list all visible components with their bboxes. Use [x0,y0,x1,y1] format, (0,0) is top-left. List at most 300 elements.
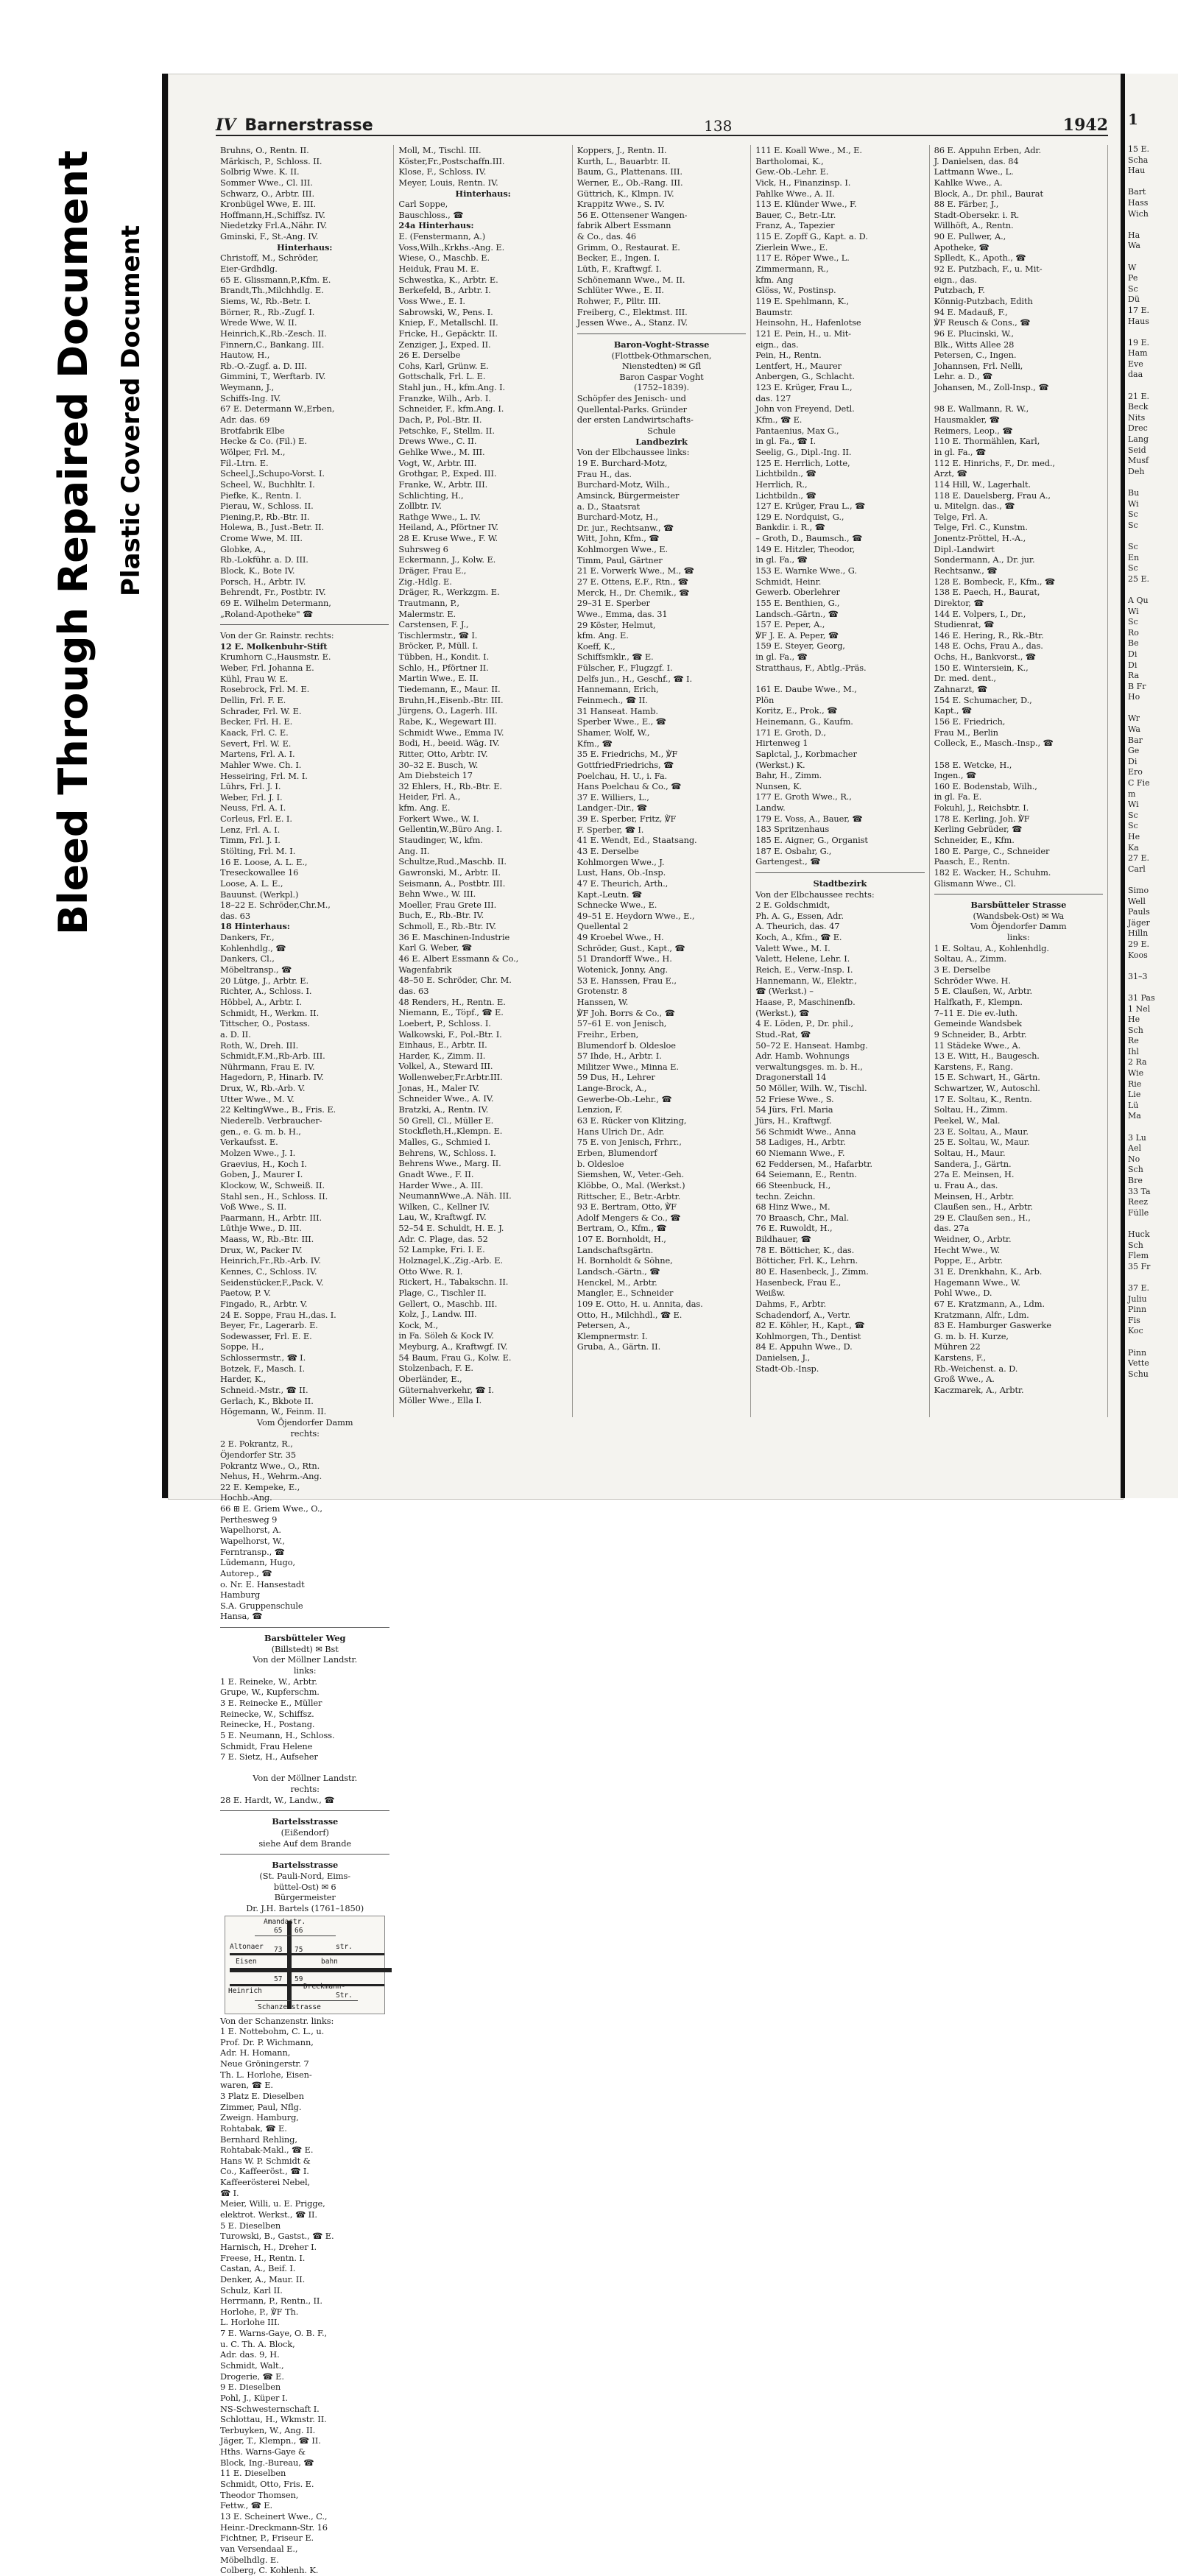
directory-entry: Einhaus, E., Arbtr. II. [398,1040,487,1051]
directory-entry: Kahlke Wwe., A. [934,177,1003,188]
directory-entry: Walkowski, F., Pol.-Btr. I. [398,1028,502,1040]
directory-entry: 146 E. Hering, R., Rk.-Btr. [934,629,1044,641]
directory-entry: Heinr.-Dreckmann-Str. 16 [220,2522,328,2533]
map-line [230,1953,384,1955]
directory-entry: in Fa. Söleh & Kock IV. [398,1330,494,1341]
directory-entry: Gruba, A., Gärtn. II. [576,1341,661,1352]
directory-entry: Feinmech., ☎ II. [576,695,648,706]
directory-entry: 121 E. Pein, H., u. Mit- [755,328,851,339]
directory-entry: Kniep, F., Metallschl. II. [398,317,498,328]
directory-entry: verwaltungsges. m. b. H., [755,1061,863,1072]
directory-entry: Karstens, F., Rang. [934,1061,1013,1072]
adjacent-entry-fragment: Musf [1128,456,1149,466]
directory-entry: 78 E. Bötticher, K., das. [755,1244,855,1255]
directory-entry: Johannsen, Frl. Nelli, [934,360,1023,371]
map-label-num-d: 75 [294,1945,303,1954]
directory-entry: Stockfleth,H.,Klempn. E. [398,1126,503,1137]
directory-entry: Arzt, ☎ [934,468,967,479]
directory-entry: 28 E. Hardt, W., Landw., ☎ [220,1794,335,1805]
directory-entry: Zweign. Hamburg, [220,2112,299,2123]
page-header [216,111,1108,136]
adjacent-entry-fragment: Drec [1128,423,1148,434]
adjacent-entry-fragment: Ihl [1128,1046,1139,1056]
directory-entry: Claußen sen., H., Arbtr. [934,1201,1033,1213]
directory-entry: Kapt., ☎ [934,705,973,716]
directory-entry: Vogt, W., Arbtr. III. [398,457,477,468]
directory-entry: Block, Ing.-Bureau, ☎ [220,2457,314,2468]
adjacent-entry-fragment [1128,1218,1178,1229]
directory-entry: Von der Möllner Landstr. [253,1654,358,1665]
directory-entry: Fokuhl, J., Reichsbtr. I. [934,802,1029,814]
directory-entry: Studienrat, ☎ [934,619,995,630]
map-label-bottom-left: Heinrich [228,1986,262,1995]
directory-entry: 27 E. Ottens, E.F., Rtn., ☎ [576,576,688,587]
directory-entry: Block, A., Dr. phil., Baurat [934,188,1043,199]
map-label-num-c: 73 [274,1945,283,1954]
directory-entry: Lau, W., Kraftwgf. IV. [398,1212,487,1223]
directory-entry: Maass, W., Rb.-Btr. III. [220,1234,314,1245]
directory-entry: Trautmann, P., [398,597,459,608]
directory-entry: Pokrantz Wwe., O., Rtn. [220,1460,320,1471]
directory-entry: Klose, F., Schloss. IV. [398,166,487,177]
adjacent-entry-fragment [1128,381,1178,392]
directory-entry: Stadt-Obersekr. i. R. [934,209,1020,220]
directory-entry: Quellental 2 [576,921,629,932]
directory-entry: Gimmini, T., Werftarb. IV. [220,371,326,382]
directory-entry: Klockow, W., Schweiß. II. [220,1179,325,1190]
directory-entry: Pein, H., Rentn. [755,350,822,361]
directory-entry: Hautow, H., [220,350,270,361]
adjacent-entry-fragment: Hass [1128,197,1149,208]
adjacent-entry-fragment: Ero [1128,767,1143,777]
directory-entry: Buch, E., Rb.-Btr. IV. [398,910,484,921]
directory-entry: Weber, Frl. Johanna E. [220,663,314,674]
adjacent-entry-fragment: Lü [1128,1100,1139,1110]
directory-column-5 [930,145,1108,1417]
directory-entry: Schröder, Gust., Kapt., ☎ [576,942,685,953]
directory-entry: Bauschloss., ☎ [398,209,464,220]
directory-entry: Kurth, L., Bauarbtr. II. [576,155,671,166]
directory-entry: Zimmer, Paul, Nflg. [220,2101,302,2112]
directory-entry: 107 E. Bornholdt, H., [576,1234,666,1245]
directory-entry: ☎ I. [220,2187,239,2198]
directory-entry: 9 Schneider, B., Arbtr. [934,1028,1027,1040]
directory-entry: u. Mitelgn. das., ☎ [934,501,1015,512]
directory-entry: Dr. J.H. Bartels (1761–1850) [246,1902,364,1913]
directory-entry: Lentfert, H., Maurer [755,360,842,371]
directory-entry: Carl Soppe, [398,199,448,210]
directory-entry: 36 E. Maschinen-Industrie [398,931,510,942]
directory-entry: 29 Köster, Helmut, [576,619,656,630]
map-label-left-mid: Altonaer [230,1942,264,1951]
directory-entry: Heiland, A., Pförtner IV. [398,522,498,533]
adjacent-entry-fragment: Lie [1128,1090,1141,1100]
directory-entry: 119 E. Spehlmann, K., [755,295,850,306]
directory-entry: Franke, W., Arbtr. III. [398,479,488,490]
directory-entry: Gellentin,W.,Büro Ang. I. [398,824,503,835]
directory-entry: Meinsen, H., Arbtr. [934,1190,1015,1201]
directory-entry: (Wandsbek-Ost) ✉ Wa [973,910,1065,921]
directory-entry: GottfriedFriedrichs, ☎ [576,759,674,770]
directory-entry: 16 E. Loose, A. L. E., [220,856,308,867]
directory-entry: kfm. Ang [755,274,794,285]
directory-entry: Ph. A. G., Essen, Adr. [755,910,844,921]
directory-entry: E. (Fenstermann, A.) [398,231,486,242]
directory-entry: A. Theurich, das. 47 [755,921,840,932]
adjacent-entry-fragment [1128,252,1178,263]
directory-entry: Von der Elbchaussee rechts: [755,889,875,900]
directory-entry: Cohs, Karl, Grünw. E. [398,360,489,371]
directory-entry: 158 E. Wetcke, H., [934,759,1012,770]
directory-entry: Petersen, C., Ingen. [934,350,1017,361]
directory-entry: Severt, Frl. W. E. [220,738,292,749]
directory-entry: 1 E. Nottebohm, C. L., u. [220,2026,325,2037]
directory-entry: Baum, G., Plattenans. III. [576,166,683,177]
directory-entry: das. 63 [398,985,429,996]
directory-entry: Drews Wwe., C. II. [398,436,477,447]
directory-entry: 98 E. Wallmann, R. W., [934,403,1029,414]
directory-entry: Högemann, W., Feinm. II. [220,1406,327,1417]
directory-entry: 3 Platz E. Dieselben [220,2090,304,2101]
directory-entry: 25 E. Soltau, W., Maur. [934,1137,1030,1148]
directory-entry: 80 E. Hasenbeck, J., Zimm. [755,1266,869,1277]
map-label-bottom-right2: Str. [336,1991,353,2000]
directory-entry: 50–72 E. Hanseat. Hambg. [755,1040,868,1051]
directory-entry: Beyer, Fr., Lagerarb. E. [220,1320,318,1331]
directory-entry: Gewerb. Oberlehrer [755,587,840,598]
directory-entry: Grimm, O., Restaurat. E. [576,241,680,253]
directory-entry: Öjendorfer Str. 35 [220,1449,297,1460]
adjacent-entry-fragment: Di [1128,660,1138,670]
directory-entry: Jonentz-Pröttel, H.-A., [934,533,1026,544]
directory-entry: 154 E. Schumacher, D., [934,694,1032,705]
adjacent-entry-fragment: Beck [1128,402,1149,412]
directory-entry: Nührmann, Frau E. IV. [220,1061,315,1072]
directory-entry: (1752–1839). [634,382,689,393]
directory-entry: Mahler Wwe. Ch. I. [220,759,302,770]
directory-entry: Grupe, W., Kupferschm. [220,1687,320,1698]
directory-entry: 48–50 E. Schröder, Chr. M. [398,975,512,986]
directory-entry: 117 E. Röper Wwe., L. [755,253,850,264]
adjacent-entry-fragment: Bre [1128,1176,1143,1185]
directory-column-3 [573,145,751,1417]
directory-entry: Sodewasser, Frl. E. E. [220,1330,312,1341]
directory-entry: 182 E. Wacker, H., Schuhm. [934,867,1051,878]
directory-entry: Lattmann Wwe., L. [934,166,1014,177]
directory-entry: Oberländer, E., [398,1374,462,1385]
directory-entry: Landsch.-Gärtn., ☎ [755,608,839,619]
directory-entry: – Groth, D., Baumsch., ☎ [755,533,863,544]
directory-entry: Martens, Frl. A. I. [220,749,295,760]
directory-entry: Adr. das. 69 [220,414,270,426]
directory-entry: Scheel,J.,Schupo-Vorst. I. [220,468,325,479]
directory-entry: Gminski, F., St.-Ang. IV. [220,231,319,242]
directory-entry: Hoffmann,H.,Schiffsz. IV. [220,209,325,220]
directory-entry: Henckel, M., Arbtr. [576,1277,657,1288]
adjacent-entry-fragment: Pe [1128,273,1138,283]
directory-entry: 56 Schmidt Wwe., Anna [755,1126,856,1137]
directory-entry: Schlossermstr., ☎ I. [220,1352,306,1363]
directory-entry: Direktor, ☎ [934,597,984,608]
street-location-map [225,1916,385,2014]
directory-entry: Theodor Thomsen, [220,2489,299,2500]
directory-entry: Schwarz, O., Arbtr. III. [220,188,314,199]
directory-entry: ℣F Reusch & Cons., ☎ [934,317,1031,328]
directory-entry: Stud.-Rat, ☎ [755,1028,811,1040]
directory-entry: Herrlich, R., [755,479,808,490]
directory-entry: Zimmermann, R., [755,264,829,275]
directory-entry: J. Danielsen, das. 84 [934,155,1019,166]
directory-entry: 66 ⊞ E. Griem Wwe., O., [220,1503,322,1514]
directory-entry: 49 Kroebel Wwe., H. [576,932,664,943]
adjacent-entry-fragment: Hau [1128,166,1146,176]
directory-entry: waren, ☎ E. [220,2080,273,2091]
directory-entry: Mühren 22 [934,1341,981,1352]
directory-entry: Dr. jur., Rechtsanw., ☎ [576,522,674,533]
directory-entry: 18 Hinterhaus: [220,921,290,932]
directory-entry: 187 E. Osbahr, G., [755,845,832,856]
adjacent-entry-fragment [1128,1272,1178,1283]
directory-page [168,74,1124,2576]
directory-entry: Klöbbe, O., Mal. (Werkst.) [576,1179,685,1190]
directory-entry: (St. Pauli-Nord, Eims- [259,1870,350,1881]
directory-entry: H. Bornholdt & Söhne, [576,1255,673,1266]
directory-entry: Lichtbildn., ☎ [755,468,817,479]
directory-entry: Dahms, F., Arbtr. [755,1298,826,1309]
directory-entry: Rosebrock, Frl. M. E. [220,684,310,695]
directory-entry: das. 27a [934,1223,970,1234]
directory-entry: Voss,Wilh.,Krkhs.-Ang. E. [398,241,505,253]
directory-entry: Koppers, J., Rentn. II. [576,145,667,155]
adjacent-entry-fragment: Di [1128,756,1138,766]
directory-entry: Klempnermstr. I. [576,1330,648,1341]
directory-entry: 67 E. Determann W.,Erben, [220,403,335,414]
adjacent-entry-fragment: Dü [1128,294,1140,305]
directory-entry: fabrik Albert Essmann [576,220,671,231]
directory-entry: Stahl sen., H., Schloss. II. [220,1190,328,1201]
directory-entry: Bruhns, O., Rentn. II. [220,145,309,155]
adjacent-entry-fragment: Schu [1128,1369,1149,1379]
directory-column-1 [216,145,394,1417]
street-section-heading: Barsbütteler Weg [264,1633,346,1644]
directory-entry: Seidenstücker,F.,Pack. V. [220,1277,324,1288]
directory-entry: eign., das. [755,339,799,350]
adjacent-entry-fragment: 15 E. [1128,144,1150,154]
directory-entry: Karl G. Weber, ☎ [398,942,472,953]
directory-entry: 153 E. Warnke Wwe., G. [755,565,857,576]
map-line [255,2000,358,2001]
directory-entry: 62 Feddersen, M., Hafarbtr. [755,1158,872,1169]
directory-entry: Solbrig Wwe. K. II. [220,166,300,177]
directory-entry: Horlohe, P., ℣F Th. [220,2306,299,2317]
directory-entry: 7 E. Sietz, H., Aufseher [220,1751,318,1762]
directory-entry: 115 E. Zopff G., Kapt. a. D. [755,231,868,242]
map-label-num-f: 59 [294,1975,303,1983]
directory-entry: Seismann, A., Postbtr. III. [398,878,506,889]
directory-entry: 43 E. Derselbe [576,846,639,856]
adjacent-entry-fragment: Pinn [1128,1305,1147,1315]
section-divider [220,1622,389,1628]
adjacent-entry-fragment: Sc [1128,810,1138,820]
directory-entry: ℣F J. E. A. Peper, ☎ [755,629,839,641]
directory-entry: 82 E. Köhler, H., Kapt., ☎ [755,1320,865,1331]
page-number: 138 [704,117,733,135]
directory-entry: 56 E. Ottensener Wangen- [576,209,688,220]
directory-entry: Hans Ulrich Dr., Adr. [576,1126,665,1137]
directory-entry: NeumannWwe.,A. Näh. III. [398,1190,512,1201]
directory-entry: Wagenfabrik [398,964,452,975]
directory-entry: Piening,P., Rb.-Btr. II. [220,511,310,522]
directory-entry: Von der Elbchaussee links: [576,447,690,458]
directory-entry: Tischlermstr., ☎ I. [398,629,478,641]
directory-entry: Behrens Wwe., Marg. II. [398,1158,501,1169]
directory-entry: Könnig-Putzbach, Edith [934,295,1033,306]
directory-entry: ☎ (Werkst.) – [755,986,814,997]
adjacent-entry-fragment: Sch [1128,1025,1143,1035]
adjacent-entry-fragment: Scha [1128,155,1149,165]
directory-entry: Köster,Fr.,Postschaffn.III. [398,155,505,166]
directory-entry: Schmidt, Heinr. [755,576,822,587]
directory-entry: Schneid.-Mstr., ☎ II. [220,1385,308,1396]
adjacent-entry-fragment: No [1128,1154,1140,1164]
directory-entry: Behrendt, Fr., Postbtr. IV. [220,587,326,598]
directory-entry: Fettw., ☎ E. [220,2500,272,2511]
directory-entry: Dankers, Cl., [220,953,275,964]
directory-entry: 5 E. Claußen, W., Arbtr. [934,986,1032,997]
directory-entry: Gnadt Wwe., F. II. [398,1168,474,1179]
map-label-bottom: Schanzenstrasse [258,2002,321,2011]
directory-entry: Goben, J., Maurer I. [220,1169,303,1180]
directory-entry: a. D. II. [220,1028,251,1040]
adjacent-entry-fragment: Wi [1128,498,1139,509]
directory-entry: Dellin, Frl. F. E. [220,695,286,706]
adjacent-entry-fragment: Wa [1128,241,1140,251]
directory-entry: Schlo, H., Pförtner II. [398,662,489,673]
directory-entry: Delfs jun., H., Geschf., ☎ I. [576,673,692,684]
directory-entry: Wölper, Frl. M., [220,446,286,457]
adjacent-entry-fragment: Sc [1128,541,1138,551]
directory-entry: 46 E. Albert Essmann & Co., [398,953,519,964]
adjacent-entry-fragment [1128,477,1178,488]
directory-entry: Gawronski, M., Arbtr. II. [398,867,501,878]
directory-entry: 29–31 E. Sperber [576,598,650,609]
directory-entry: 83 E. Hamburger Gaswerke [934,1320,1051,1331]
directory-entry: „Roland-Apotheke" ☎ [220,608,314,619]
directory-entry: rechts: [290,1428,320,1439]
directory-entry: Corleus, Frl. E. I. [220,814,292,825]
directory-entry: elektrot. Werkst., ☎ II. [220,2209,317,2220]
directory-entry: 144 E. Volpers, I., Dr., [934,608,1026,619]
directory-entry: Schmidt,F.M.,Rb-Arb. III. [220,1051,325,1062]
adjacent-entry-fragment [1128,219,1178,230]
street-section-heading: Landbezirk [635,436,688,447]
adjacent-entry-fragment: Bar [1128,735,1143,745]
adjacent-entry-fragment: Eve [1128,359,1143,369]
directory-entry: Autorep., ☎ [220,1567,272,1578]
directory-entry: Wollenweber,Fr.Arbtr.III. [398,1072,503,1083]
directory-entry: 69 E. Wilhelm Determann, [220,597,331,608]
directory-entry: Kohlmorgen Wwe., E. [576,544,669,555]
directory-entry: Tübben, H., Kondit. I. [398,652,490,663]
adjacent-entry-fragment: Juliu [1128,1294,1147,1304]
directory-entry: F. Sperber, ☎ I. [576,824,644,835]
directory-entry: 138 E. Paech, H., Baurat, [934,587,1040,598]
directory-entry: Meyer, Louis, Rentn. IV. [398,177,498,188]
directory-entry: John von Freyend, Detl. [755,403,855,414]
directory-entry: Hans W. P. Schmidt & [220,2155,311,2166]
adjacent-entry-fragment: Ra [1128,671,1140,681]
adjacent-entry-fragment: Vette [1128,1358,1149,1369]
directory-entry: Adr. C. Plage, das. 52 [398,1233,488,1244]
adjacent-entry-fragment: Pinn [1128,1347,1147,1358]
directory-entry: Heiduk, Frau M. E. [398,264,479,275]
directory-entry: Saplctal, J., Korbmacher [755,748,857,759]
directory-entry: 128 E. Bombeck, F., Kfm., ☎ [934,576,1055,587]
directory-entry: Koch, A., Kfm., ☎ E. [755,932,842,943]
directory-entry: Valett, Helene, Lehr. I. [755,953,850,964]
directory-entry: 185 E. Aigner, G., Organist [755,835,868,845]
directory-entry: 54 Jürs, Frl. Maria [755,1104,833,1115]
directory-entry: van Versendaal E., [220,2543,298,2554]
directory-entry: Voss Wwe., E. I. [398,295,465,306]
directory-entry: Baron Caspar Voght [619,371,704,382]
directory-entry: Utter Wwe., M. V. [220,1093,294,1104]
adjacent-entry-fragment: 33 Ta [1128,1186,1151,1196]
directory-entry: 109 E. Otto, H. u. Annita, das. [576,1298,703,1309]
directory-entry: 183 Spritzenhaus [755,824,830,835]
directory-entry: Stahl jun., H., kfm.Ang. I. [398,382,506,393]
directory-entry: Halfkath, F., Klempn. [934,996,1023,1007]
directory-entry: Schöpfer des Jenisch- und [576,393,686,404]
directory-entry: Freese, H., Rentn. I. [220,2252,306,2263]
directory-entry: Niemann, E., Töpf., ☎ E. [398,1007,504,1018]
directory-entry: Amsinck, Bürgermeister [576,490,680,501]
adjacent-entry-fragment: Lang [1128,434,1149,445]
adjacent-entry-fragment: 21 E. [1128,391,1150,401]
adjacent-entry-fragment: 1 Nel [1128,1003,1151,1014]
directory-entry: Gew.-Ob.-Lehr. E. [755,166,829,177]
adjacent-entry-fragment: Nits [1128,412,1146,423]
directory-entry: Kolz, J., Landw. III. [398,1309,477,1320]
street-section-heading: Hinterhaus: [455,188,511,199]
directory-entry: Behn Wwe., W. III. [398,889,476,900]
directory-entry: Am Diebsteich 17 [398,770,473,781]
adjacent-entry-fragment: Di [1128,649,1138,659]
directory-entry: Suhrsweg 6 [398,543,448,554]
directory-entry: 31 Hanseat. Hamb. [576,705,658,716]
directory-entry: Drux, W., Packer IV. [220,1244,303,1255]
directory-entry: Moeller, Frau Grete III. [398,899,497,910]
directory-entry: Güternahverkehr, ☎ I. [398,1384,494,1395]
directory-entry: Plön [755,694,775,705]
directory-entry: Zenziger, J., Exped. II. [398,339,491,350]
directory-entry: Koeff, K., [576,641,616,652]
directory-entry: Schönemann Wwe., M. II. [576,274,685,285]
directory-entry: Schmidt, Otto, Fris. E. [220,2479,314,2490]
directory-entry: Grothgar, P., Exped. III. [398,468,497,479]
directory-entry: 63 E. Rücker von Klitzing, [576,1115,687,1126]
adjacent-entry-fragment: Reez [1128,1197,1149,1207]
directory-entry: büttel-Ost) ✉ 6 [273,1881,336,1892]
directory-entry: 64 Seiemann, E., Rentn. [755,1169,857,1180]
directory-entry: 52 Lampke, Fri. I. E. [398,1244,485,1255]
directory-entry: 110 E. Thormählen, Karl, [934,436,1040,447]
directory-entry: 41 E. Wendt, Ed., Staatsang. [576,835,697,846]
directory-entry: Zahnarzt, ☎ [934,684,988,695]
directory-entry: Bodi, H., beeid. Wäg. IV. [398,738,500,749]
directory-entry: Loose, A. L. E., [220,878,283,889]
directory-entry: Lüthje Wwe., D. III. [220,1223,302,1234]
